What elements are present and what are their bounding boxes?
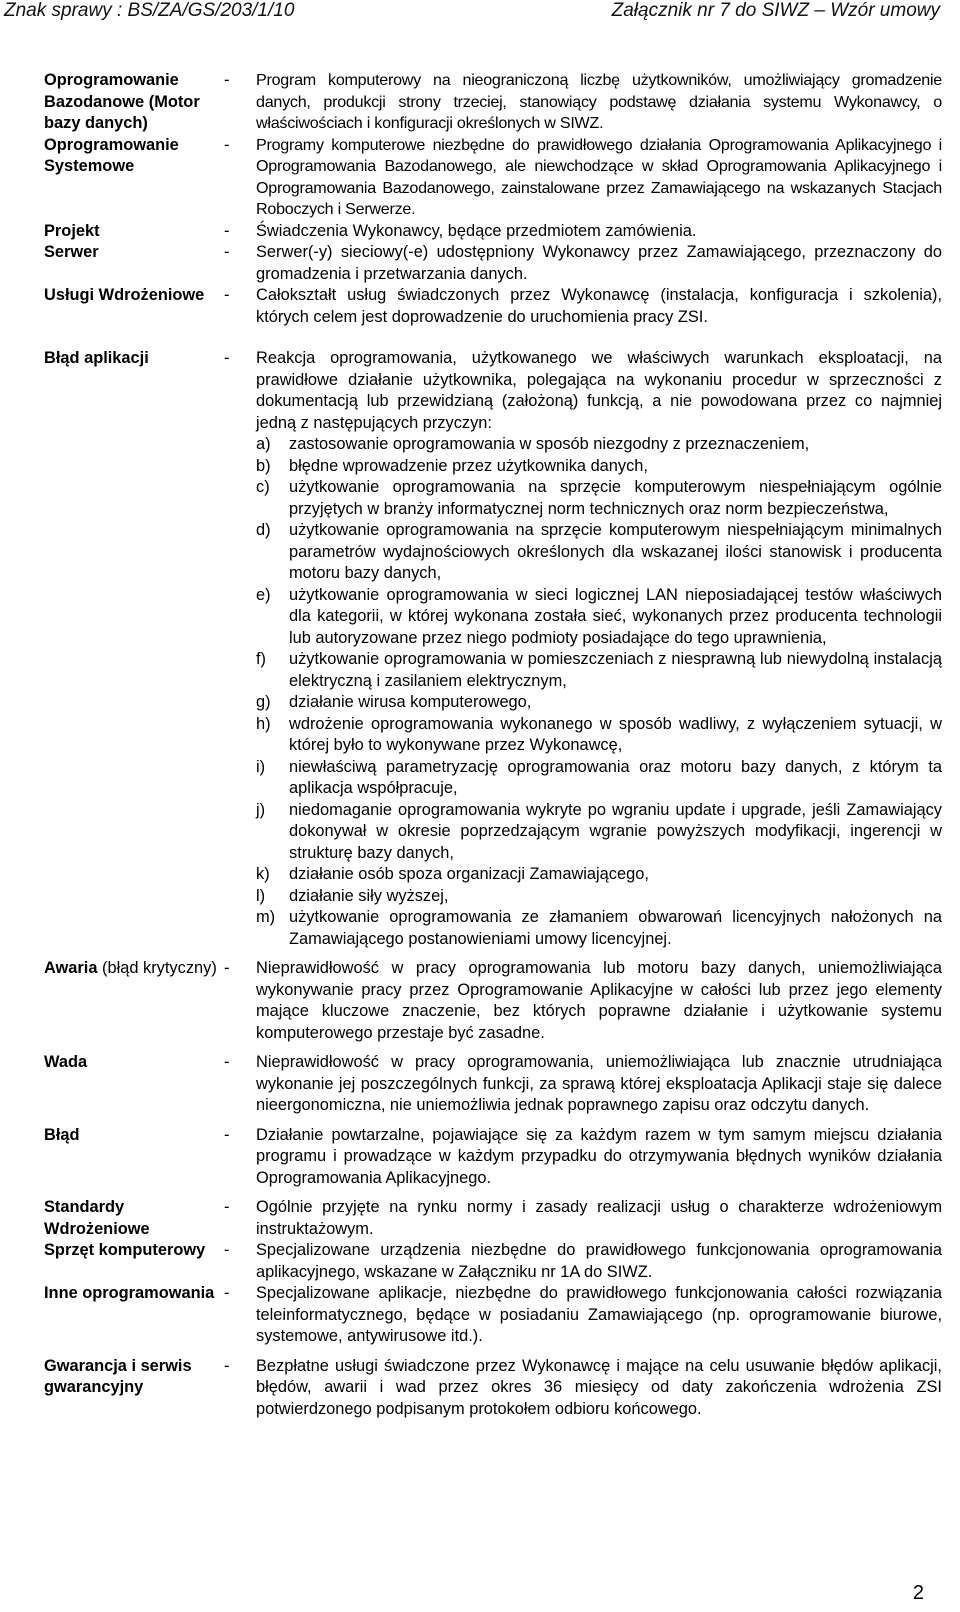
definition-entry [44, 1125, 942, 1190]
list-item: l) działanie siły wyższej, [256, 886, 449, 905]
spacer [44, 1044, 942, 1052]
definition-term: Standardy Wdrożeniowe [44, 1198, 150, 1238]
list-item: b) błędne wprowadzenie przez użytkownika danych, [256, 456, 648, 475]
definition-entry [44, 958, 942, 1044]
list-item: c) użytkowanie oprogramowania na sprzęcie komputerowym niespełniającym ogólnie przyjętych w branży informatycznej norm technicznych oraz norm bezpieczeństwa, [256, 478, 942, 518]
dash: - [224, 135, 230, 154]
definition-term: Awaria (błąd krytyczny) [44, 959, 217, 977]
spacer [44, 328, 942, 348]
definition-term: Błąd aplikacji [44, 349, 149, 367]
page-number: 2 [912, 1582, 924, 1604]
definition-term: Gwarancja i serwis gwarancyjny [44, 1356, 192, 1396]
definition-entry [44, 242, 942, 285]
dash: - [224, 286, 230, 304]
definition-entry [44, 348, 942, 950]
spacer [44, 1117, 942, 1125]
definition-text: Świadczenia Wykonawcy, będące przedmiotem zamówienia. [256, 221, 697, 240]
definition-entry [44, 1240, 942, 1283]
dash: - [224, 349, 230, 367]
attachment-title: Załącznik nr 7 do SIWZ – Wzór umowy [611, 0, 940, 21]
definitions-list [44, 70, 942, 1420]
list-item: k) działanie osób spoza organizacji Zamawiającego, [256, 865, 649, 883]
list-item: f) użytkowanie oprogramowania w pomieszczeniach z niesprawną lub niewydolną instalacją elektryczną i zasilaniem elektrycznym, [256, 650, 942, 690]
definition-entry [44, 135, 942, 221]
dash: - [224, 1241, 230, 1259]
list-item: a) zastosowanie oprogramowania w sposób niezgodny z przeznaczeniem, [256, 435, 810, 453]
dash: - [224, 221, 230, 240]
definition-entry [44, 1283, 942, 1348]
dash: - [224, 1125, 230, 1144]
spacer [44, 950, 942, 958]
definition-entry [44, 1197, 942, 1240]
definition-term: Inne oprogramowania [44, 1284, 215, 1302]
definition-text: Ogólnie przyjęte na rynku normy i zasady realizacji usług o charakterze wdrożeniowym instruktażowym. [256, 1198, 942, 1238]
definition-term: Projekt [44, 221, 100, 240]
definition-term: Oprogramowanie Bazodanowe (Motor bazy danych) [44, 71, 200, 132]
dash: - [224, 1284, 230, 1302]
definition-term: Błąd [44, 1125, 80, 1144]
dash: - [224, 1356, 230, 1375]
definition-text: Nieprawidłowość w pracy oprogramowania lub motoru bazy danych, uniemożliwiająca wykonywanie pracy przez Oprogramowanie Aplikacyjne w całości lub przez jego elementy mające kluczowe znaczenie, bez których poprawne działanie i użytkowanie systemu komputerowego przestaje być zasadne. [256, 959, 942, 1042]
list-item: d) użytkowanie oprogramowania na sprzęcie komputerowym niespełniającym minimalnych parametrów wydajnościowych określonych dla wskazanej ilości stanowisk i producenta motoru bazy danych, [256, 521, 942, 582]
definition-term: Sprzęt komputerowy [44, 1241, 206, 1259]
definition-entry [44, 1052, 942, 1117]
definition-text: Programy komputerowe niezbędne do prawidłowego działania Oprogramowania Aplikacyjnego i Oprogramowania Bazodanowego, ale niewchodzące w skład Oprogramowania Aplikacyjnego i Oprogramowania Bazodanowego, zainstalowane przez Zamawiającego na wskazanych Stacjach Roboczych i Serwerze. [256, 135, 942, 218]
definition-text: Działanie powtarzalne, pojawiające się za każdym razem w tym samym miejscu działania programu i prowadzące w każdym przypadku do otrzymywania błędnych wyników działania Oprogramowania Aplikacyjnego. [256, 1125, 942, 1187]
definition-term: Serwer [44, 243, 99, 261]
list-item: e) użytkowanie oprogramowania w sieci logicznej LAN nieposiadającej testów właściwych dla kategorii, w której wykonana została sieć, wykonanych przez producenta technologii lub autoryzowane przez niego podmioty posiadające do tego uprawnienia, [256, 585, 942, 647]
dash: - [224, 1053, 230, 1071]
definition-text: Bezpłatne usługi świadczone przez Wykonawcę i mające na celu usuwanie błędów aplikacji, błędów, awarii i wad przez okres 36 miesięcy od daty zakończenia wdrożenia ZSI potwierdzonego podpisanym protokołem odbioru końcowego. [256, 1356, 942, 1418]
definition-text: Specjalizowane aplikacje, niezbędne do prawidłowego funkcjonowania całości rozwiązania teleinformatycznego, będące w posiadaniu Zamawiającego (np. oprogramowanie biurowe, systemowe, antywirusowe itd.). [256, 1284, 942, 1345]
definition-entry [44, 1356, 942, 1421]
dash: - [224, 959, 230, 977]
definition-text: Całokształt usług świadczonych przez Wykonawcę (instalacja, konfiguracja i szkolenia), których celem jest doprowadzenie do uruchomienia pracy ZSI. [256, 286, 942, 326]
dash: - [224, 71, 230, 89]
list-item: g) działanie wirusa komputerowego, [256, 693, 532, 711]
definition-text: Serwer(-y) sieciowy(-e) udostępniony Wykonawcy przez Zamawiającego, przeznaczony do gromadzenia i przetwarzania danych. [256, 243, 942, 283]
definition-term: Usługi Wdrożeniowe [44, 286, 205, 304]
definition-entry [44, 285, 942, 328]
list-item: j) niedomaganie oprogramowania wykryte po wgraniu update i upgrade, jeśli Zamawiający dokonywał w okresie poprzedzającym wgranie powyższych modyfikacji, ingerencji w strukturę bazy danych, [256, 800, 942, 862]
spacer [44, 1348, 942, 1356]
page-header [0, 0, 960, 40]
list-item: h) wdrożenie oprogramowania wykonanego w sposób wadliwy, z wyłączeniem sytuacji, w której było to wykonywane przez Wykonawcę, [256, 714, 942, 754]
spacer [44, 1189, 942, 1197]
list-item: m) użytkowanie oprogramowania ze złamaniem obwarowań licencyjnych nałożonych na Zamawiającego postanowieniami umowy licencyjnej. [256, 908, 942, 948]
dash: - [224, 1198, 230, 1216]
causes-list [256, 434, 942, 950]
definition-entry [44, 70, 942, 135]
definition-text [256, 348, 942, 950]
definition-term: Oprogramowanie Systemowe [44, 135, 179, 175]
definition-term: Wada [44, 1053, 88, 1071]
case-number: Znak sprawy : BS/ZA/GS/203/1/10 [4, 0, 295, 21]
definition-text: Specjalizowane urządzenia niezbędne do prawidłowego funkcjonowania oprogramowania aplikacyjnego, wskazane w Załączniku nr 1A do SIWZ. [256, 1241, 942, 1281]
list-item: i) niewłaściwą parametryzację oprogramowania oraz motoru bazy danych, z którym ta aplikacja współpracuje, [256, 757, 942, 797]
definition-entry [44, 221, 942, 243]
dash: - [224, 243, 230, 261]
definition-text: Program komputerowy na nieograniczoną liczbę użytkowników, umożliwiający gromadzenie danych, produkcji strony trzeciej, stanowiący podstawę działania systemu Wykonawcy, o właściwościach i konfiguracji określonych w SIWZ. [256, 71, 942, 132]
definition-intro: Reakcja oprogramowania, użytkowanego we właściwych warunkach eksploatacji, na prawidłowe działanie użytkownika, polegająca na wykonaniu procedur w sprzeczności z dokumentacją lub przewidzianą (założoną) funkcją, a nie powodowana przez co najmniej jedną z następujących przyczyn: [256, 349, 942, 432]
definition-text: Nieprawidłowość w pracy oprogramowania, uniemożliwiająca lub znacznie utrudniająca wykonanie jej poszczególnych funkcji, za sprawą której eksploatacja Aplikacji staje się dalece nieergonomiczna, nie uniemożliwia jednak poprawnego zapisu oraz odczytu danych. [256, 1053, 942, 1114]
